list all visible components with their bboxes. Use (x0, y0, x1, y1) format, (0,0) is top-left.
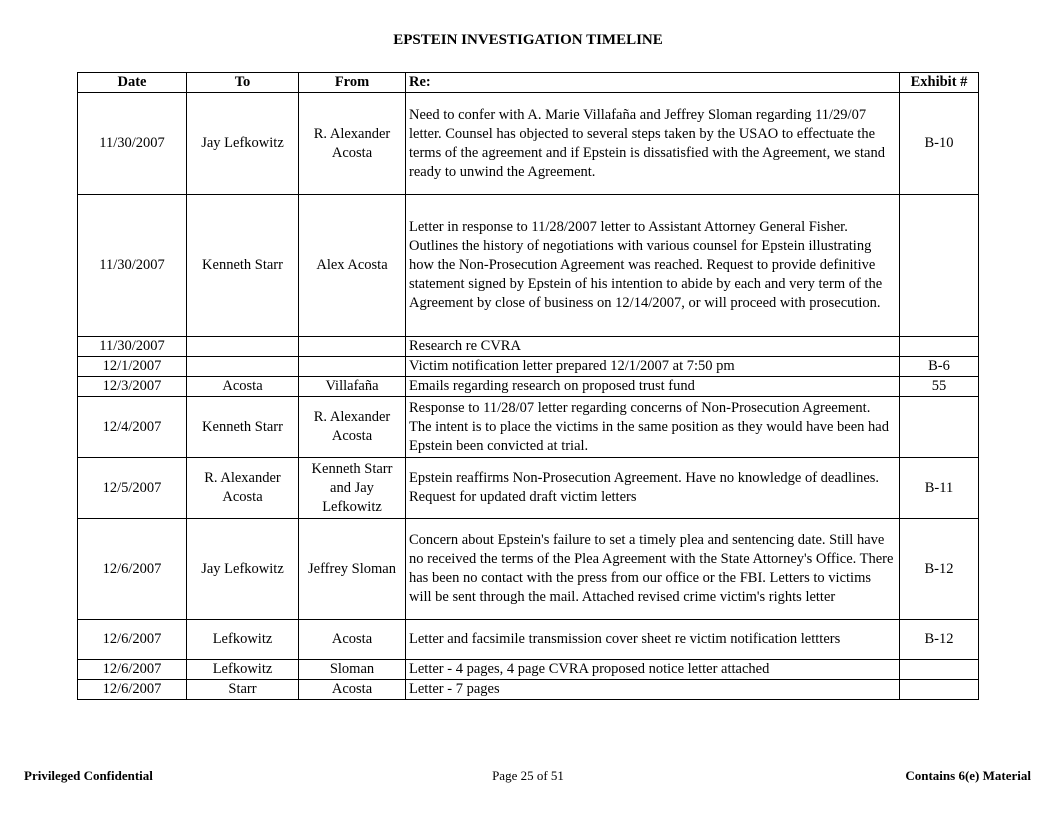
cell-date: 12/4/2007 (78, 397, 187, 458)
cell-re: Research re CVRA (406, 337, 900, 357)
cell-to: Kenneth Starr (187, 397, 299, 458)
cell-re: Response to 11/28/07 letter regarding concerns of Non-Prosecution Agreement. The intent is to place the victims in the same position as they would have been had Epstein been convicted at trial. (406, 397, 900, 458)
table-row (78, 377, 979, 397)
cell-to: Jay Lefkowitz (187, 519, 299, 620)
table-row (78, 93, 979, 195)
cell-to: R. Alexander Acosta (187, 458, 299, 519)
cell-from: R. Alexander Acosta (299, 397, 406, 458)
table-row (78, 660, 979, 680)
cell-re: Need to confer with A. Marie Villafaña and Jeffrey Sloman regarding 11/29/07 letter. Counsel has objected to several steps taken by the USAO to effectuate the terms of the agreement and if Epstein is dissatisfied with the Agreement, we stand ready to unwind the Agreement. (406, 93, 900, 195)
footer-6e-label: Contains 6(e) Material (905, 768, 1031, 783)
table-row (78, 397, 979, 458)
table-row (78, 337, 979, 357)
cell-to (187, 337, 299, 357)
cell-from: R. Alexander Acosta (299, 93, 406, 195)
table-row (78, 458, 979, 519)
cell-from (299, 337, 406, 357)
table-row (78, 195, 979, 337)
column-header-from: From (299, 73, 406, 93)
page-title: EPSTEIN INVESTIGATION TIMELINE (393, 32, 663, 48)
cell-from: Acosta (299, 620, 406, 660)
cell-from: Villafaña (299, 377, 406, 397)
cell-from: Sloman (299, 660, 406, 680)
cell-re: Epstein reaffirms Non-Prosecution Agreement. Have no knowledge of deadlines. Request for updated draft victim letters (406, 458, 900, 519)
cell-exhibit (900, 195, 979, 337)
cell-exhibit: 55 (900, 377, 979, 397)
table-row (78, 620, 979, 660)
timeline-table (77, 72, 979, 700)
cell-to: Lefkowitz (187, 660, 299, 680)
column-header-to: To (187, 73, 299, 93)
cell-to: Jay Lefkowitz (187, 93, 299, 195)
cell-to (187, 357, 299, 377)
cell-to: Kenneth Starr (187, 195, 299, 337)
cell-date: 12/6/2007 (78, 620, 187, 660)
cell-exhibit: B-12 (900, 620, 979, 660)
table-row (78, 519, 979, 620)
cell-exhibit (900, 397, 979, 458)
cell-exhibit (900, 337, 979, 357)
table-row (78, 357, 979, 377)
cell-to: Lefkowitz (187, 620, 299, 660)
column-header-exhibit: Exhibit # (900, 73, 979, 93)
cell-exhibit (900, 660, 979, 680)
cell-re: Letter - 7 pages (406, 680, 900, 700)
cell-to: Starr (187, 680, 299, 700)
cell-date: 11/30/2007 (78, 195, 187, 337)
cell-date: 12/6/2007 (78, 519, 187, 620)
page-number: Page 25 of 51 (492, 768, 564, 783)
column-header-re: Re: (406, 73, 900, 93)
cell-from (299, 357, 406, 377)
cell-re: Concern about Epstein's failure to set a timely plea and sentencing date. Still have no received the terms of the Plea Agreement with the State Attorney's Office. There has been no contact with the press from our office or the FBI. Letters to victims will be sent through the mail. Attached revised crime victim's rights letter (406, 519, 900, 620)
cell-date: 12/3/2007 (78, 377, 187, 397)
cell-date: 12/1/2007 (78, 357, 187, 377)
table-row (78, 680, 979, 700)
cell-exhibit: B-11 (900, 458, 979, 519)
cell-date: 11/30/2007 (78, 337, 187, 357)
cell-from: Alex Acosta (299, 195, 406, 337)
cell-exhibit: B-6 (900, 357, 979, 377)
cell-re: Letter and facsimile transmission cover sheet re victim notification lettters (406, 620, 900, 660)
footer-confidential-label: Privileged Confidential (24, 768, 153, 783)
cell-from: Acosta (299, 680, 406, 700)
cell-exhibit: B-12 (900, 519, 979, 620)
cell-exhibit (900, 680, 979, 700)
table-header-row (78, 73, 979, 93)
cell-date: 12/6/2007 (78, 660, 187, 680)
column-header-date: Date (78, 73, 187, 93)
cell-date: 12/6/2007 (78, 680, 187, 700)
cell-exhibit: B-10 (900, 93, 979, 195)
cell-from: Kenneth Starr and Jay Lefkowitz (299, 458, 406, 519)
cell-re: Victim notification letter prepared 12/1/2007 at 7:50 pm (406, 357, 900, 377)
cell-re: Letter in response to 11/28/2007 letter to Assistant Attorney General Fisher. Outlines the history of negotiations with various counsel for Epstein illustrating how the Non-Prosecution Agreement was reached. Request to provide definitive statement signed by Epstein of his intention to abide by each and very term of the Agreement by close of business on 12/14/2007, or will proceed with prosecution. (406, 195, 900, 337)
cell-from: Jeffrey Sloman (299, 519, 406, 620)
cell-re: Emails regarding research on proposed trust fund (406, 377, 900, 397)
cell-date: 12/5/2007 (78, 458, 187, 519)
cell-to: Acosta (187, 377, 299, 397)
cell-date: 11/30/2007 (78, 93, 187, 195)
cell-re: Letter - 4 pages, 4 page CVRA proposed notice letter attached (406, 660, 900, 680)
